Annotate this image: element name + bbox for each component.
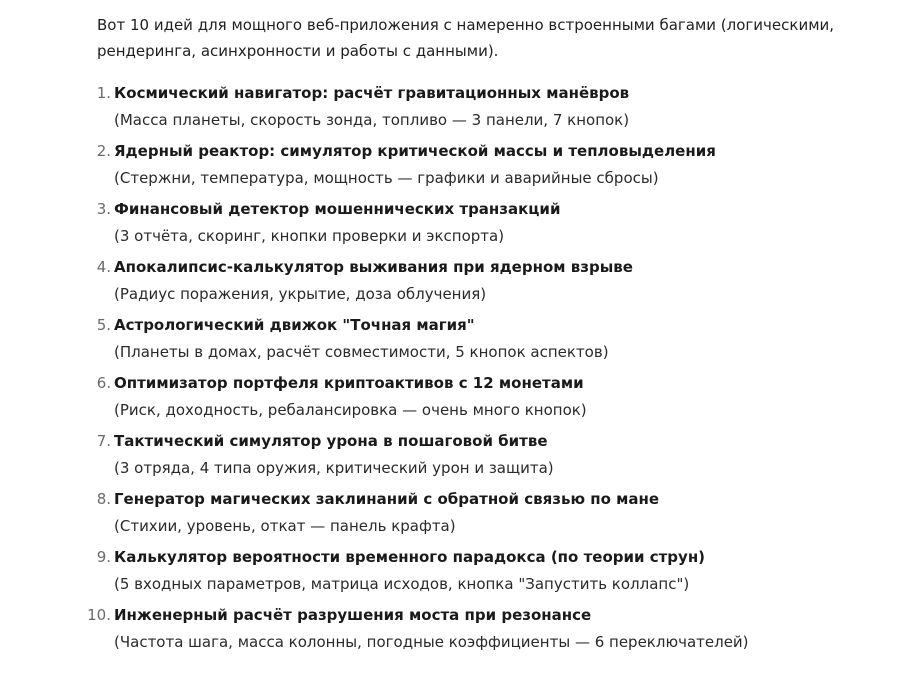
list-item (97, 80, 887, 138)
list-item (97, 312, 887, 370)
list-item-number: 7. (96, 432, 111, 450)
list-item-description: (Риск, доходность, ребалансировка — очень много кнопок) (114, 401, 587, 419)
list-item-title: Финансовый детектор мошеннических транзакций (114, 200, 561, 218)
list-item-title: Астрологический движок "Точная магия" (114, 316, 475, 334)
assistant-message (87, 12, 887, 660)
list-item-number: 10. (87, 606, 111, 624)
list-item-title: Калькулятор вероятности временного парадокса (по теории струн) (114, 548, 706, 566)
list-item (97, 254, 887, 312)
list-item-description: (3 отчёта, скоринг, кнопки проверки и экспорта) (114, 227, 505, 245)
list-item-title: Инженерный расчёт разрушения моста при резонансе (114, 606, 592, 624)
list-item-number: 2. (96, 142, 111, 160)
list-item-description: (Масса планеты, скорость зонда, топливо — 3 панели, 7 кнопок) (114, 111, 630, 129)
list-item-title: Оптимизатор портфеля криптоактивов с 12 монетами (114, 374, 584, 392)
list-item-number: 3. (96, 200, 111, 218)
list-item-number: 6. (96, 374, 111, 392)
list-item (97, 370, 887, 428)
ideas-list (87, 80, 887, 660)
list-item-title: Космический навигатор: расчёт гравитационных манёвров (114, 84, 630, 102)
list-item (97, 544, 887, 602)
list-item-description: (Стихии, уровень, откат — панель крафта) (114, 517, 456, 535)
list-item-description: (Стержни, температура, мощность — графики и аварийные сбросы) (114, 169, 659, 187)
list-item (97, 428, 887, 486)
list-item-title: Генератор магических заклинаний с обратной связью по мане (114, 490, 660, 508)
list-item-title: Тактический симулятор урона в пошаговой битве (114, 432, 548, 450)
intro-paragraph: Вот 10 идей для мощного веб-приложения с намеренно встроенными багами (логическими, рендеринга, асинхронности и работы с данными). (97, 16, 835, 60)
list-item (97, 196, 887, 254)
list-item-number: 4. (96, 258, 111, 276)
list-item-number: 9. (96, 548, 111, 566)
list-item-description: (Частота шага, масса колонны, погодные коэффициенты — 6 переключателей) (114, 633, 749, 651)
list-item-title: Апокалипсис-калькулятор выживания при ядерном взрыве (114, 258, 633, 276)
list-item (97, 486, 887, 544)
list-item-description: (5 входных параметров, матрица исходов, кнопка "Запустить коллапс") (114, 575, 690, 593)
list-item-description: (3 отряда, 4 типа оружия, критический урон и защита) (114, 459, 554, 477)
list-item-title: Ядерный реактор: симулятор критической массы и тепловыделения (114, 142, 716, 160)
list-item-description: (Планеты в домах, расчёт совместимости, 5 кнопок аспектов) (114, 343, 609, 361)
list-item-description: (Радиус поражения, укрытие, доза облучения) (114, 285, 487, 303)
list-item-number: 1. (96, 84, 111, 102)
list-item (87, 602, 887, 660)
list-item (97, 138, 887, 196)
list-item-number: 5. (96, 316, 111, 334)
list-item-number: 8. (96, 490, 111, 508)
